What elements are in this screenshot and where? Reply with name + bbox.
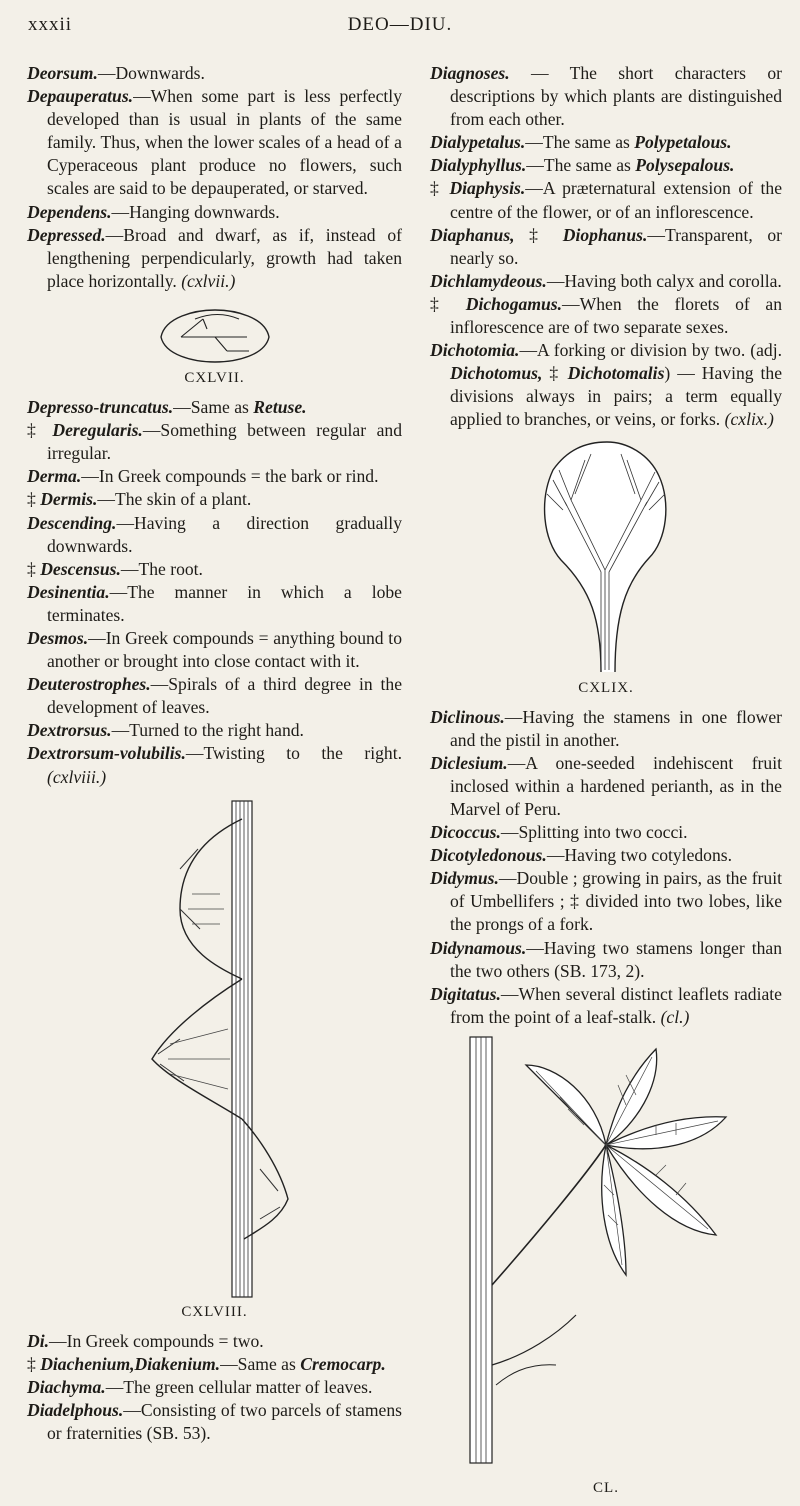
entry-text: —When some part is less perfectly developed than is usual in plants of the same family. Thus, when the lower scales of a head of a Cyperaceous plant produce no flowers, such scales are said to be depauperated, or starved.: [47, 86, 402, 199]
entry-text: —Hanging downwards.: [111, 201, 280, 222]
entry-dextrorsus: [27, 719, 402, 742]
entry-text: —Having a direction gradually downwards.: [47, 512, 402, 556]
cross-reference-term: Cremocarp.: [300, 1353, 386, 1374]
entry-term: Diagnoses.: [430, 63, 510, 83]
entry-didynamous: [430, 937, 782, 983]
entry-text: —Consisting of two parcels of stamens or fraternities (SB. 53).: [47, 1400, 402, 1444]
digitate-leaf-illustration: [456, 1035, 756, 1475]
entry-text: ‡: [542, 363, 568, 384]
entry-term: Desinentia.: [27, 581, 110, 602]
entry-diachenium: [27, 1353, 402, 1376]
obsolete-mark: ‡: [27, 558, 41, 579]
entry-diadelphous: [27, 1399, 402, 1445]
entry-text: —Having two cotyledons.: [546, 845, 733, 866]
entry-term: Diclinous.: [430, 706, 505, 727]
entry-diaphanus: [430, 224, 782, 270]
entry-term: Dependens.: [27, 201, 112, 222]
entry-term: Dialypetalus.: [430, 132, 526, 153]
entry-text: —Broad and dwarf, as if, instead of lengthening perpendicularly, growth had taken place horizontally.: [47, 224, 402, 291]
figure-label: CXLVIII.: [181, 1303, 248, 1320]
entry-text: —Splitting into two cocci.: [500, 822, 688, 843]
obsolete-mark: ‡: [27, 1353, 41, 1374]
figure-label: CXLVII.: [184, 369, 245, 386]
entry-text: —The manner in which a lobe terminates.: [47, 581, 402, 625]
entry-didymus: [430, 867, 782, 936]
entry-text: —When several distinct leaflets radiate from the point of a leaf-stalk.: [450, 983, 782, 1027]
figure-cxlvii: [27, 307, 402, 390]
entry-desinentia: [27, 581, 402, 627]
left-column: [27, 62, 402, 1445]
entry-text: —Twisting to the right.: [185, 743, 402, 764]
entry-dependens: [27, 201, 402, 224]
entry-term: Diclesium.: [430, 752, 508, 773]
entry-text: —A one-seeded indehiscent fruit inclosed within a hardened perianth, as in the Marvel of Peru.: [450, 752, 782, 819]
entry-term: Diaphysis.: [449, 178, 526, 199]
figure-reference: (cl.): [660, 1006, 690, 1027]
entry-descensus: [27, 558, 402, 581]
entry-term: Diachyma.: [27, 1376, 106, 1397]
entry-text: —The skin of a plant.: [97, 489, 252, 510]
figure-cl: [430, 1035, 782, 1500]
entry-term: Dextrorsum-volubilis.: [27, 743, 186, 764]
entry-term: Diaphanus,: [430, 224, 515, 245]
entry-diagnoses: [430, 62, 782, 131]
running-head: DEO—DIU.: [347, 14, 453, 35]
entry-dichlamydeous: [430, 270, 782, 293]
entry-text: —Something between regular and irregular.: [47, 420, 402, 464]
entry-diachyma: [27, 1376, 402, 1399]
figure-reference: (cxlix.): [724, 409, 774, 430]
entry-text: —A forking or division by two. (adj.: [519, 340, 782, 361]
entry-text: —Downwards.: [97, 63, 205, 83]
figure-cxlviii: [27, 799, 402, 1324]
figure-label: CL.: [593, 1479, 619, 1496]
entry-dextrorsum-volubilis: [27, 742, 402, 788]
entry-deregularis: [27, 419, 402, 465]
entry-descending: [27, 512, 402, 558]
entry-dicoccus: [430, 821, 782, 844]
figure-reference: (cxlviii.): [47, 766, 107, 787]
entry-text: ‡: [514, 224, 563, 245]
entry-term: Desmos.: [27, 627, 89, 648]
entry-text: —The same as: [525, 132, 635, 153]
entry-dicotyledonous: [430, 844, 782, 867]
entry-term: Dicoccus.: [430, 822, 501, 843]
page-number: xxxii: [28, 14, 73, 35]
entry-term: Descensus.: [40, 558, 121, 579]
entry-term: Deregularis.: [52, 420, 143, 441]
entry-dialyphyllus: [430, 154, 782, 177]
entry-desmos: [27, 627, 402, 673]
entry-term: Depresso-truncatus.: [27, 397, 174, 418]
entry-text: —The green cellular matter of leaves.: [105, 1376, 373, 1397]
figure-reference: (cxlvii.): [181, 270, 236, 291]
entry-text: —Having both calyx and corolla.: [546, 270, 782, 291]
entry-text: —In Greek compounds = anything bound to another or brought into close contact with it.: [47, 627, 402, 672]
cross-reference-term: Dichotomus,: [450, 363, 543, 384]
entry-dialypetalus: [430, 131, 782, 154]
cross-reference-term: Polysepalous.: [635, 155, 735, 176]
cross-reference-term: Dichotomalis: [567, 363, 665, 384]
entry-text: —When the florets of an inflorescence are of two separate sexes.: [450, 293, 782, 338]
entry-term: Depressed.: [27, 224, 106, 245]
entry-text: —Having the stamens in one flower and the pistil in another.: [450, 706, 782, 750]
entry-diaphysis: [430, 177, 782, 223]
entry-dichogamus: [430, 293, 782, 339]
entry-term: Didymus.: [430, 868, 499, 889]
entry-term: Depauperatus.: [27, 86, 134, 107]
entry-depresso-truncatus: [27, 396, 402, 419]
cross-reference-term: Retuse.: [253, 397, 307, 418]
entry-text: —Turned to the right hand.: [111, 720, 304, 741]
entry-digitatus: [430, 983, 782, 1029]
entry-dichotomia: [430, 339, 782, 431]
obsolete-mark: ‡: [430, 178, 450, 199]
entry-text: —Spirals of a third degree in the development of leaves.: [47, 674, 402, 718]
cross-reference-term: Polypetalous.: [634, 132, 732, 153]
entry-term: Dialyphyllus.: [430, 155, 527, 176]
entry-diclinous: [430, 706, 782, 752]
entry-text: — The short characters or descriptions by which plants are distinguished from each other.: [450, 63, 782, 130]
entry-deuterostrophes: [27, 673, 402, 719]
entry-text: ) — Having the divisions always in pairs; a term equally applied to branches, or veins, or forks.: [450, 363, 783, 430]
entry-depressed: [27, 224, 402, 293]
entry-term: Didynamous.: [430, 937, 527, 958]
figure-cxlix: [430, 440, 782, 700]
entry-deorsum: [27, 62, 402, 85]
entry-text: —Having two stamens longer than the two others (SB. 173, 2).: [450, 937, 782, 981]
entry-term: Derma.: [27, 466, 82, 487]
entry-text: —Transparent, or nearly so.: [450, 224, 782, 268]
depressed-leaf-illustration: [155, 307, 275, 365]
obsolete-mark: ‡: [430, 293, 466, 314]
entry-term: Dichogamus.: [465, 293, 563, 314]
entry-text: —Same as: [173, 397, 254, 418]
entry-term: Digitatus.: [430, 983, 501, 1004]
entry-term: Di.: [27, 1330, 49, 1351]
entry-derma: [27, 465, 402, 488]
entry-term: Dicotyledonous.: [430, 845, 547, 866]
entry-text: —The same as: [526, 155, 636, 176]
entry-term: Dextrorsus.: [27, 720, 112, 741]
entry-term: Diachenium,Diakenium.: [40, 1353, 221, 1374]
right-column: [430, 62, 782, 1506]
entry-text: —The root.: [120, 558, 203, 579]
entry-text: —Double ; growing in pairs, as the fruit of Umbellifers ; ‡ divided into two lobes, like the prongs of a fork.: [450, 868, 782, 935]
cross-reference-term: Diophanus.: [562, 224, 648, 245]
obsolete-mark: ‡: [27, 420, 53, 441]
entry-term: Deorsum.: [27, 63, 98, 83]
entry-di: [27, 1330, 402, 1353]
entry-term: Descending.: [27, 512, 117, 533]
entry-term: Deuterostrophes.: [27, 674, 151, 695]
dichotomous-veins-illustration: [531, 440, 681, 675]
figure-label: CXLIX.: [578, 679, 634, 696]
entry-text: —In Greek compounds = two.: [49, 1330, 264, 1351]
entry-text: —A præternatural extension of the centre of the flower, or of an inflorescence.: [450, 178, 783, 222]
obsolete-mark: ‡: [27, 489, 41, 510]
entry-term: Diadelphous.: [27, 1400, 124, 1420]
entry-term: Dermis.: [40, 489, 98, 510]
entry-text: —In Greek compounds = the bark or rind.: [81, 466, 379, 487]
entry-term: Dichotomia.: [430, 340, 520, 361]
twisting-stem-illustration: [140, 799, 290, 1299]
entry-depauperatus: [27, 85, 402, 200]
entry-diclesium: [430, 752, 782, 821]
entry-text: —Same as: [220, 1353, 301, 1374]
entry-term: Dichlamydeous.: [430, 270, 547, 291]
entry-dermis: [27, 488, 402, 511]
